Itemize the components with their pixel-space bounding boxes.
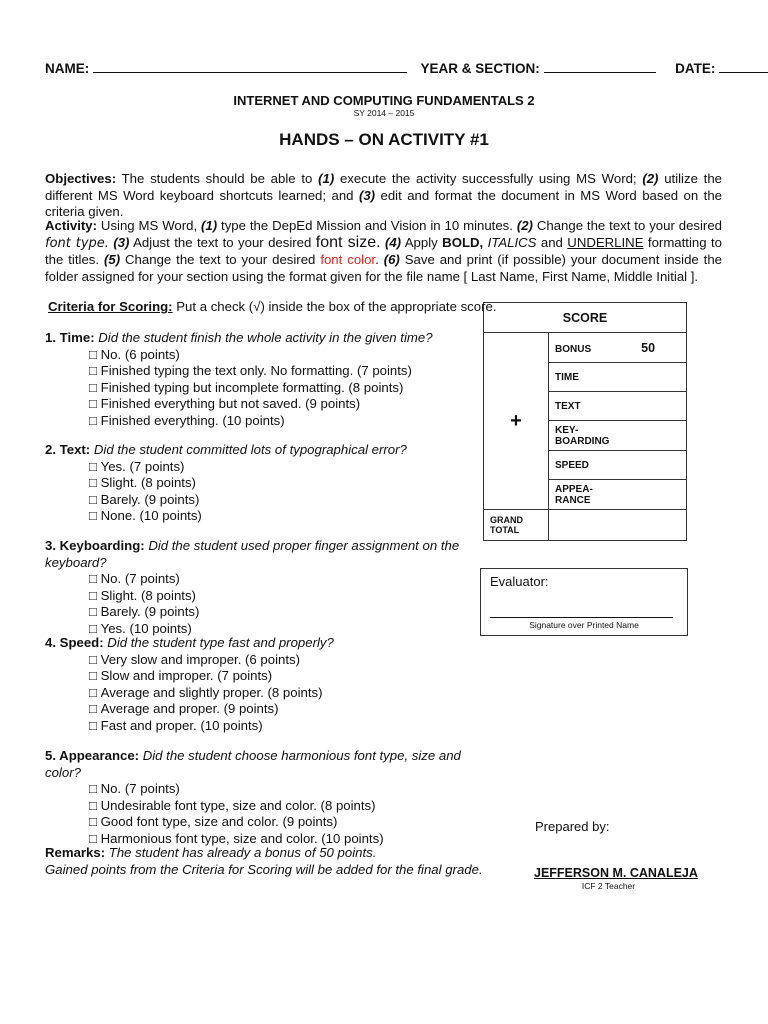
- font-size-sample: font size.: [315, 233, 381, 251]
- activity-label: Activity:: [45, 218, 98, 233]
- question-time: [45, 330, 475, 429]
- activity-text: formatting to the titles.: [45, 234, 722, 267]
- question-text: Did the student committed lots of typographical error?: [90, 442, 407, 457]
- objective-num: (3): [358, 187, 376, 203]
- step-num: (6): [383, 252, 400, 267]
- step-num: (3): [108, 234, 130, 250]
- option-checkbox[interactable]: □ Yes. (10 points): [45, 621, 475, 638]
- year-section-blank[interactable]: [544, 60, 656, 73]
- objectives-label: Objectives:: [45, 171, 117, 186]
- question-text: Did the student finish the whole activity in the given time?: [94, 330, 433, 345]
- option-checkbox[interactable]: □ Average and slightly proper. (8 points): [45, 685, 475, 702]
- evaluator-box: [480, 568, 688, 636]
- question-keyboarding: [45, 538, 475, 637]
- objectives-text: edit and format the document in MS Word based on the criteria given.: [45, 187, 722, 219]
- criteria-label: Criteria for Scoring:: [48, 299, 173, 314]
- step-num: (5): [103, 252, 121, 267]
- bold-sample: BOLD,: [442, 234, 484, 250]
- header-fields: [45, 60, 725, 76]
- question-text-errors: [45, 442, 475, 525]
- bonus-cell: [549, 333, 687, 363]
- objective-num: (2): [642, 171, 659, 186]
- bonus-value: 50: [641, 340, 656, 355]
- question-text: Did the student used proper finger assignment on the keyboard?: [45, 538, 460, 570]
- objectives-text: execute the activity successfully using MS Word;: [334, 171, 643, 186]
- criteria-line: [48, 299, 497, 314]
- appearance-row: [549, 480, 687, 510]
- name-label: NAME:: [45, 61, 90, 76]
- option-checkbox[interactable]: □ Slight. (8 points): [45, 588, 475, 605]
- plus-sign: +: [484, 333, 549, 510]
- step-num: (1): [201, 218, 218, 233]
- underline-sample: UNDERLINE: [567, 234, 644, 250]
- option-checkbox[interactable]: □ Undesirable font type, size and color. (8 points): [45, 798, 475, 815]
- objectives-text: utilize the different MS Word keyboard shortcuts learned; and: [45, 171, 722, 203]
- question-label: 3. Keyboarding:: [45, 538, 145, 553]
- score-table: [483, 302, 687, 541]
- activity-title: HANDS – ON ACTIVITY #1: [279, 130, 489, 149]
- activity-text: Using MS Word,: [97, 218, 202, 233]
- question-label: 1. Time:: [45, 330, 95, 345]
- prepared-by-label: Prepared by:: [535, 819, 610, 834]
- question-label: 2. Text:: [45, 442, 91, 457]
- option-checkbox[interactable]: □ Good font type, size and color. (9 points): [45, 814, 475, 831]
- time-row: TIME: [549, 363, 687, 392]
- font-color-sample: font color: [320, 252, 376, 267]
- option-checkbox[interactable]: □ Finished typing the text only. No formatting. (7 points): [45, 363, 475, 380]
- option-checkbox[interactable]: □ No. (7 points): [45, 571, 475, 588]
- option-checkbox[interactable]: □ Harmonious font type, size and color. (10 points): [45, 831, 475, 848]
- keyboarding-label: KEY-: [555, 424, 579, 436]
- option-checkbox[interactable]: □ Slow and improper. (7 points): [45, 668, 475, 685]
- activity-text: Adjust the text to your desired: [129, 234, 316, 250]
- question-label: 5. Appearance:: [45, 748, 140, 763]
- teacher-name: JEFFERSON M. CANALEJA: [534, 866, 698, 880]
- option-checkbox[interactable]: □ None. (10 points): [45, 508, 475, 525]
- question-text: Did the student type fast and properly?: [103, 635, 334, 650]
- date-label: DATE:: [675, 61, 716, 76]
- objectives-text: The students should be able to: [116, 171, 319, 186]
- speed-row: SPEED: [549, 451, 687, 480]
- text-row: TEXT: [549, 392, 687, 421]
- activity-text: .: [375, 252, 384, 267]
- activity-text: Save and print (if possible) your document inside the folder assigned for your section using the format given for the file name [ Last Name, First Name, Middle Initial ].: [45, 252, 723, 284]
- question-text: Did the student choose harmonious font type, size and color?: [45, 748, 461, 780]
- option-checkbox[interactable]: □ Yes. (7 points): [45, 459, 475, 476]
- date-blank[interactable]: [719, 60, 768, 73]
- keyboarding-label: BOARDING: [555, 435, 610, 447]
- activity-text: Apply: [401, 234, 443, 250]
- signature-caption: Signature over Printed Name: [529, 620, 639, 630]
- activity-text: Change the text to your desired: [532, 218, 722, 233]
- appearance-label: APPEA-: [555, 483, 593, 495]
- option-checkbox[interactable]: □ Barely. (9 points): [45, 492, 475, 509]
- font-type-sample: font type.: [45, 235, 109, 251]
- appearance-label: RANCE: [555, 494, 591, 506]
- objectives-paragraph: [45, 171, 722, 221]
- option-checkbox[interactable]: □ Finished everything. (10 points): [45, 413, 475, 430]
- option-checkbox[interactable]: □ Barely. (9 points): [45, 604, 475, 621]
- activity-text: Change the text to your desired: [120, 252, 321, 267]
- activity-text: and: [536, 234, 568, 250]
- evaluator-label: Evaluator:: [490, 574, 549, 589]
- remarks: [45, 845, 483, 878]
- keyboarding-row: [549, 421, 687, 451]
- option-checkbox[interactable]: □ Very slow and improper. (6 points): [45, 652, 475, 669]
- grand-total-label: [484, 510, 549, 541]
- option-checkbox[interactable]: □ No. (6 points): [45, 347, 475, 364]
- option-checkbox[interactable]: □ Slight. (8 points): [45, 475, 475, 492]
- bonus-label: BONUS: [555, 343, 592, 355]
- criteria-text: Put a check (√) inside the box of the appropriate score.: [172, 299, 497, 314]
- score-title: SCORE: [484, 303, 687, 333]
- option-checkbox[interactable]: □ No. (7 points): [45, 781, 475, 798]
- objective-num: (1): [318, 171, 335, 186]
- option-checkbox[interactable]: □ Finished typing but incomplete formatting. (8 points): [45, 380, 475, 397]
- italics-sample: ITALICS: [483, 234, 537, 250]
- remarks-text: Gained points from the Criteria for Scoring will be added for the final grade.: [45, 861, 483, 877]
- option-checkbox[interactable]: □ Fast and proper. (10 points): [45, 718, 475, 735]
- activity-text: type the DepEd Mission and Vision in 10 minutes.: [217, 218, 517, 233]
- grand-total-value[interactable]: [549, 510, 687, 541]
- option-checkbox[interactable]: □ Average and proper. (9 points): [45, 701, 475, 718]
- teacher-role: ICF 2 Teacher: [581, 881, 636, 891]
- question-speed: [45, 635, 475, 734]
- name-blank[interactable]: [93, 60, 407, 73]
- total-label: TOTAL: [490, 525, 520, 535]
- step-num: (2): [516, 218, 533, 233]
- question-label: 4. Speed:: [45, 635, 104, 650]
- step-num: (4): [380, 234, 402, 250]
- signature-line[interactable]: [490, 617, 673, 618]
- activity-paragraph: [45, 218, 722, 285]
- year-section-label: YEAR & SECTION:: [420, 61, 540, 76]
- school-year: SY 2014 – 2015: [353, 108, 415, 118]
- remarks-text: The student has already a bonus of 50 points.: [105, 845, 377, 860]
- remarks-label: Remarks:: [45, 845, 106, 860]
- grand-label: GRAND: [490, 515, 523, 525]
- question-appearance: [45, 748, 475, 847]
- course-title: INTERNET AND COMPUTING FUNDAMENTALS 2: [233, 93, 535, 108]
- option-checkbox[interactable]: □ Finished everything but not saved. (9 points): [45, 396, 475, 413]
